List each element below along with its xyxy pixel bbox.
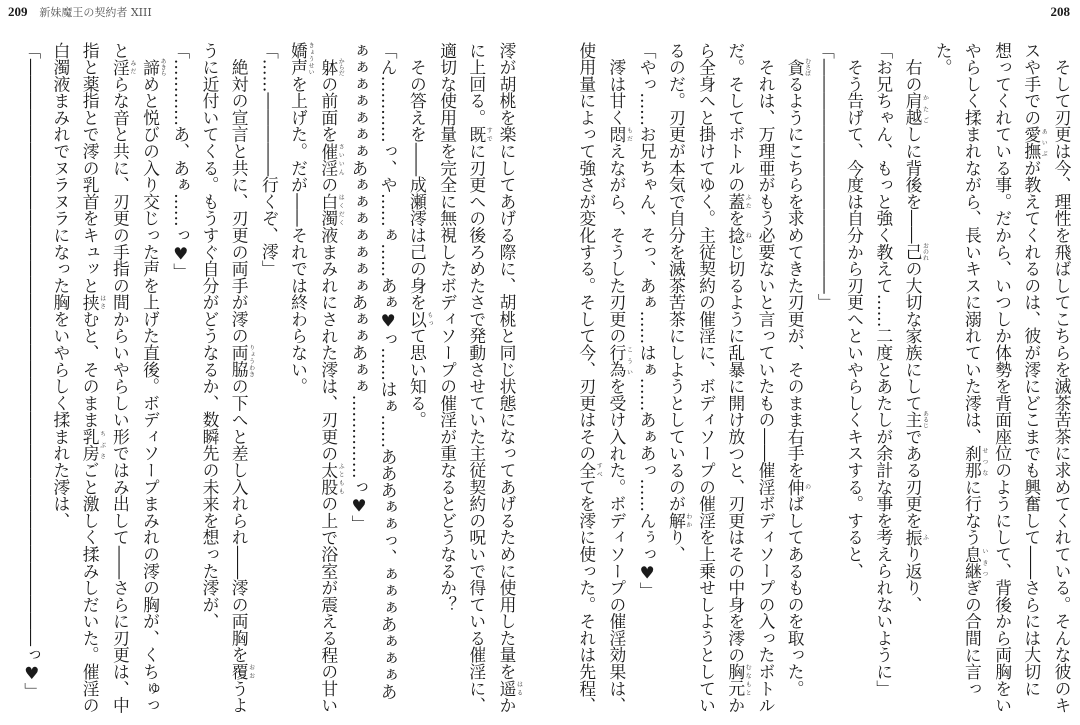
text-run: るのだ。刃更が本気で自分を滅茶苦茶にしようとしているのが [666, 42, 687, 513]
furigana-word [318, 58, 345, 77]
ruby-base: 嬌声 [288, 42, 309, 76]
ruby-reading: みだ [128, 58, 136, 76]
ruby-base: 愛撫 [1021, 125, 1042, 160]
ruby-base: 解 [666, 512, 687, 529]
furigana-word [288, 42, 315, 76]
text-column [661, 42, 691, 712]
ruby-base: 催淫 [318, 142, 339, 177]
furigana-word [318, 193, 345, 227]
text-run: それは、万理亜がもう必要ないと言っていたもの――催淫ボディソープの入ったボトル [755, 42, 776, 714]
text-run: 「…………あ、あぁ……っ♥」 [170, 42, 191, 281]
ruby-reading: おのれ [921, 242, 929, 261]
text-run: た。 [933, 42, 954, 76]
text-run: そして刃更は今、理性を飛ばしてこちらを滅茶苦茶に求めてくれている。そんな彼のキ [1052, 42, 1072, 714]
text-run: 想ってくれている事。だから、いつしか体勢を背面座位のようにして、背後から両胸をい [992, 42, 1013, 714]
ruby-base: 挟 [80, 293, 101, 311]
ruby-base: 主 [902, 410, 923, 429]
furigana-word [606, 344, 633, 378]
text-column [928, 42, 957, 712]
text-run [319, 42, 339, 59]
text-column [810, 42, 839, 712]
text-run: に行なう [962, 478, 983, 546]
furigana-word [902, 92, 929, 126]
ruby-base: 胸元 [725, 663, 746, 697]
ruby-base: 太股 [318, 461, 339, 496]
text-run: スや手での [1021, 42, 1042, 126]
text-column [869, 42, 898, 712]
ruby-reading: の [803, 478, 811, 496]
text-run: の前面を [318, 75, 339, 143]
text-run: に上回る。 [466, 42, 487, 126]
furigana-word [140, 58, 167, 77]
text-column [839, 42, 868, 712]
text-run: じ切るように乱暴に開け放つと、刃更はその中身を澪の [725, 243, 746, 664]
furigana-word [229, 344, 255, 378]
text-column [166, 42, 195, 712]
text-run: やらしく揉まれながら、長いキスに溺れていた澪は、 [962, 42, 983, 445]
furigana-word [725, 663, 752, 697]
ruby-reading: はくだく [337, 193, 345, 227]
text-column [780, 42, 810, 712]
furigana-word [725, 226, 752, 244]
ruby-reading: せつな [980, 444, 988, 479]
furigana-word [1021, 125, 1048, 160]
text-column [492, 42, 522, 712]
text-column [721, 42, 751, 712]
furigana-word [229, 663, 255, 681]
ruby-reading: むなもと [744, 663, 752, 697]
text-run: 澪は甘く [606, 42, 627, 126]
ruby-base: 捻 [725, 226, 746, 244]
text-column [195, 42, 224, 712]
ruby-base: 全 [576, 461, 597, 479]
ruby-reading: すで [485, 125, 493, 143]
ruby-base: 諦 [140, 58, 161, 77]
right-page-header [1051, 4, 1071, 20]
text-run: てを澪に使った。それは先程、 [576, 478, 597, 714]
furigana-word [666, 512, 692, 529]
ruby-base: 淫 [110, 58, 131, 76]
book-title: 新妹魔王の契約者 XIII [39, 6, 152, 19]
text-run: 指と薬指とで澪の乳首をキュッと [80, 42, 101, 294]
text-run: の [318, 176, 339, 194]
text-run: り返り、 [902, 545, 923, 613]
furigana-word [318, 142, 345, 177]
ruby-base: 息継 [962, 545, 983, 580]
text-run: むと、そのまま [80, 310, 101, 429]
ruby-reading: すべ [595, 461, 603, 479]
text-run [785, 42, 805, 59]
text-run: り、 [666, 528, 687, 563]
text-column [314, 42, 344, 712]
text-run: そう告げて、今度は自分から刃更へといやらしくキスする。すると、 [844, 42, 865, 580]
ruby-base: 蓋 [725, 193, 746, 210]
text-run: 液まみれにされた澪は、刃更の [318, 226, 339, 462]
furigana-word [902, 410, 929, 429]
left-page-number: 209 [8, 4, 28, 19]
ruby-base: 刹那 [962, 444, 983, 479]
right-page-text [572, 42, 1076, 712]
ruby-reading: はる [515, 680, 523, 697]
text-run: うに近付いてくる。もうすぐ自分がどうなるか、数瞬先の未来を想った澪が、 [199, 42, 220, 630]
ruby-base: 伸 [785, 478, 806, 496]
ruby-reading: りょうわき [247, 344, 255, 378]
ruby-reading: ふ [921, 528, 929, 546]
furigana-word [606, 125, 633, 143]
text-run: 「――――――――――――――」 [815, 42, 836, 311]
text-run: 適切な使用量を完全に無視したボディソープの催淫が重なるとどうなるか？ [437, 42, 458, 613]
ruby-reading: おお [247, 663, 255, 681]
ruby-base: 以 [407, 310, 428, 328]
text-run: ばしてあるものを取った。 [785, 495, 806, 697]
text-run: だ。そしてボトルの [725, 42, 746, 194]
left-page-text [17, 42, 522, 712]
ruby-reading: むさぼ [803, 58, 811, 77]
ruby-reading: きょうせい [307, 42, 315, 76]
text-column [75, 42, 105, 712]
text-column [751, 42, 780, 712]
ruby-base: 遥 [497, 680, 517, 697]
text-column [572, 42, 602, 712]
text-run: その答えを――成瀬澪は己の身を [407, 42, 428, 311]
furigana-word [466, 125, 493, 143]
ruby-reading: かたご [921, 92, 929, 126]
text-column [373, 42, 402, 712]
text-run: 絶対の宣言と共に、刃更の両手が澪の [229, 42, 250, 345]
furigana-word [576, 461, 603, 479]
ruby-reading: ちぶさ [98, 428, 106, 462]
text-run: を上げた。だが――それでは終わらない。 [288, 75, 309, 395]
ruby-reading: ふた [744, 193, 752, 210]
ruby-base: 躰 [318, 58, 339, 77]
furigana-word [318, 461, 345, 496]
ruby-base: 悶 [606, 125, 627, 143]
ruby-reading: もだ [625, 125, 633, 143]
ruby-base: 両脇 [229, 344, 250, 378]
text-run: 「ん…………っ、や……ぁ……あぁ♥っ……はぁ……あああぁぁっ、ぁぁぁあぁぁぁあ [378, 42, 399, 700]
ruby-reading: こうい [625, 344, 633, 378]
text-run: ぎの合間に言っ [962, 579, 983, 697]
furigana-word [785, 58, 811, 77]
text-run: 右の [902, 42, 923, 93]
text-run: の大切な家族にして [902, 260, 923, 412]
text-run: 「やっ……お兄ちゃん、そっ、あぁ……はぁ……あぁあっ……んぅっ♥」 [637, 42, 658, 600]
text-column [432, 42, 461, 712]
text-run: の上で浴室が震える程の甘い [318, 495, 339, 714]
text-column [254, 42, 283, 712]
ruby-reading: ふともも [337, 461, 345, 496]
furigana-word [110, 58, 136, 76]
text-column [402, 42, 432, 712]
ruby-reading: あるじ [921, 410, 929, 429]
ruby-base: 白濁 [318, 193, 339, 227]
ruby-base: 肩越 [902, 92, 923, 126]
text-column [632, 42, 661, 712]
furigana-word [902, 528, 929, 546]
text-run: めと悦びの入り交じった声を上げた直後。ボディソープまみれの澪の胸が、くちゅっ [140, 75, 161, 714]
text-run: を受け入れた。ボディソープの催淫効果は、 [606, 377, 627, 714]
text-run: が教えてくれるのは、彼が澪にどこまでも興奮して――さらには大切に [1021, 159, 1042, 697]
text-run: か [497, 696, 517, 714]
text-column [957, 42, 987, 712]
ruby-reading: もっ [425, 310, 433, 328]
text-run: を [725, 209, 746, 227]
text-column [135, 42, 165, 712]
text-run: の下へと差し入れられ――澪の両胸を [229, 377, 250, 664]
furigana-word [80, 293, 106, 311]
ruby-reading: ね [744, 226, 752, 244]
right-page-number: 208 [1050, 4, 1070, 19]
ruby-reading: わか [684, 512, 692, 529]
text-column [17, 42, 46, 712]
ruby-reading: からだ [337, 58, 345, 77]
text-column [898, 42, 928, 712]
furigana-word [962, 444, 988, 479]
furigana-word [80, 428, 106, 462]
text-column [602, 42, 632, 712]
text-run: 使用量によって強さが変化する。そして今、刃更はその [576, 42, 597, 462]
text-run: ら全身へと掛けてゆく。主従契約の催淫に、ボディソープの催淫を上乗せしようとしてい [696, 42, 717, 714]
text-run: 白濁液まみれでヌラヌラになった胸をいやらしく揉まれた澪は、 [50, 42, 71, 529]
text-run: 「―――――――――――――――――――――――――――――――――――っ♥」 [21, 42, 42, 700]
text-run: 澪が胡桃を楽にしてあげる際に、胡桃と同じ状態になってあげるために使用した量を [497, 42, 517, 681]
text-run: である刃更を [902, 428, 923, 529]
text-run: ぁぁぁぁぁぁぁあぁぁぁぁぁぁぁあぁぁあぁぁ……………っ♥」 [348, 42, 369, 533]
furigana-word [902, 242, 929, 261]
ruby-reading: さいいん [337, 142, 345, 177]
text-run: しに背後を―― [902, 125, 923, 244]
furigana-word [407, 310, 433, 328]
ruby-base: 覆 [229, 663, 250, 681]
ruby-base: 既 [466, 125, 487, 143]
text-run: 「お兄ちゃん、もっと強く教えて……二度とあたしが余計な事を考えられないように」 [873, 42, 894, 697]
left-page-header [8, 4, 152, 20]
text-run: か [725, 696, 746, 714]
text-run: と [110, 42, 131, 59]
text-run: るようにこちらを求めてきた刃更が、そのまま右手を [785, 75, 806, 479]
furigana-word [725, 193, 752, 210]
text-run: らな音と共に、刃更の手指の間からいやらしい形ではみ出して――さらに刃更は、中 [110, 75, 131, 714]
ruby-base: 行為 [606, 344, 627, 378]
text-column [46, 42, 75, 712]
text-column [462, 42, 492, 712]
text-column [283, 42, 313, 712]
text-column [1017, 42, 1047, 712]
ruby-reading: いきつ [980, 545, 988, 580]
ruby-base: 己 [902, 242, 923, 261]
ruby-reading: はさ [98, 293, 106, 311]
furigana-word [962, 545, 988, 580]
text-run: に刃更への後ろめたさで発動させていた主従契約の呪いで得ている催淫に、 [466, 142, 487, 714]
text-run: えながら、そうした刃更の [606, 142, 627, 345]
furigana-word [785, 478, 811, 496]
furigana-word [497, 680, 523, 697]
ruby-base: 振 [902, 528, 923, 546]
text-column [1047, 42, 1076, 712]
ruby-base: 貪 [785, 58, 806, 77]
text-run: ごと激しく揉みしだいた。催淫の [80, 461, 101, 714]
text-column [224, 42, 254, 712]
text-column [987, 42, 1016, 712]
ruby-reading: あきら [159, 58, 167, 77]
text-run: て思い知る。 [407, 327, 428, 429]
text-column [344, 42, 373, 712]
text-run: うよ [229, 680, 250, 714]
text-column [105, 42, 135, 712]
text-column [691, 42, 720, 712]
text-run: 「……―――――行くぞ、澪」 [259, 42, 280, 277]
text-run [141, 42, 161, 59]
ruby-reading: あいぶ [1040, 125, 1048, 160]
ruby-base: 乳房 [80, 428, 101, 462]
